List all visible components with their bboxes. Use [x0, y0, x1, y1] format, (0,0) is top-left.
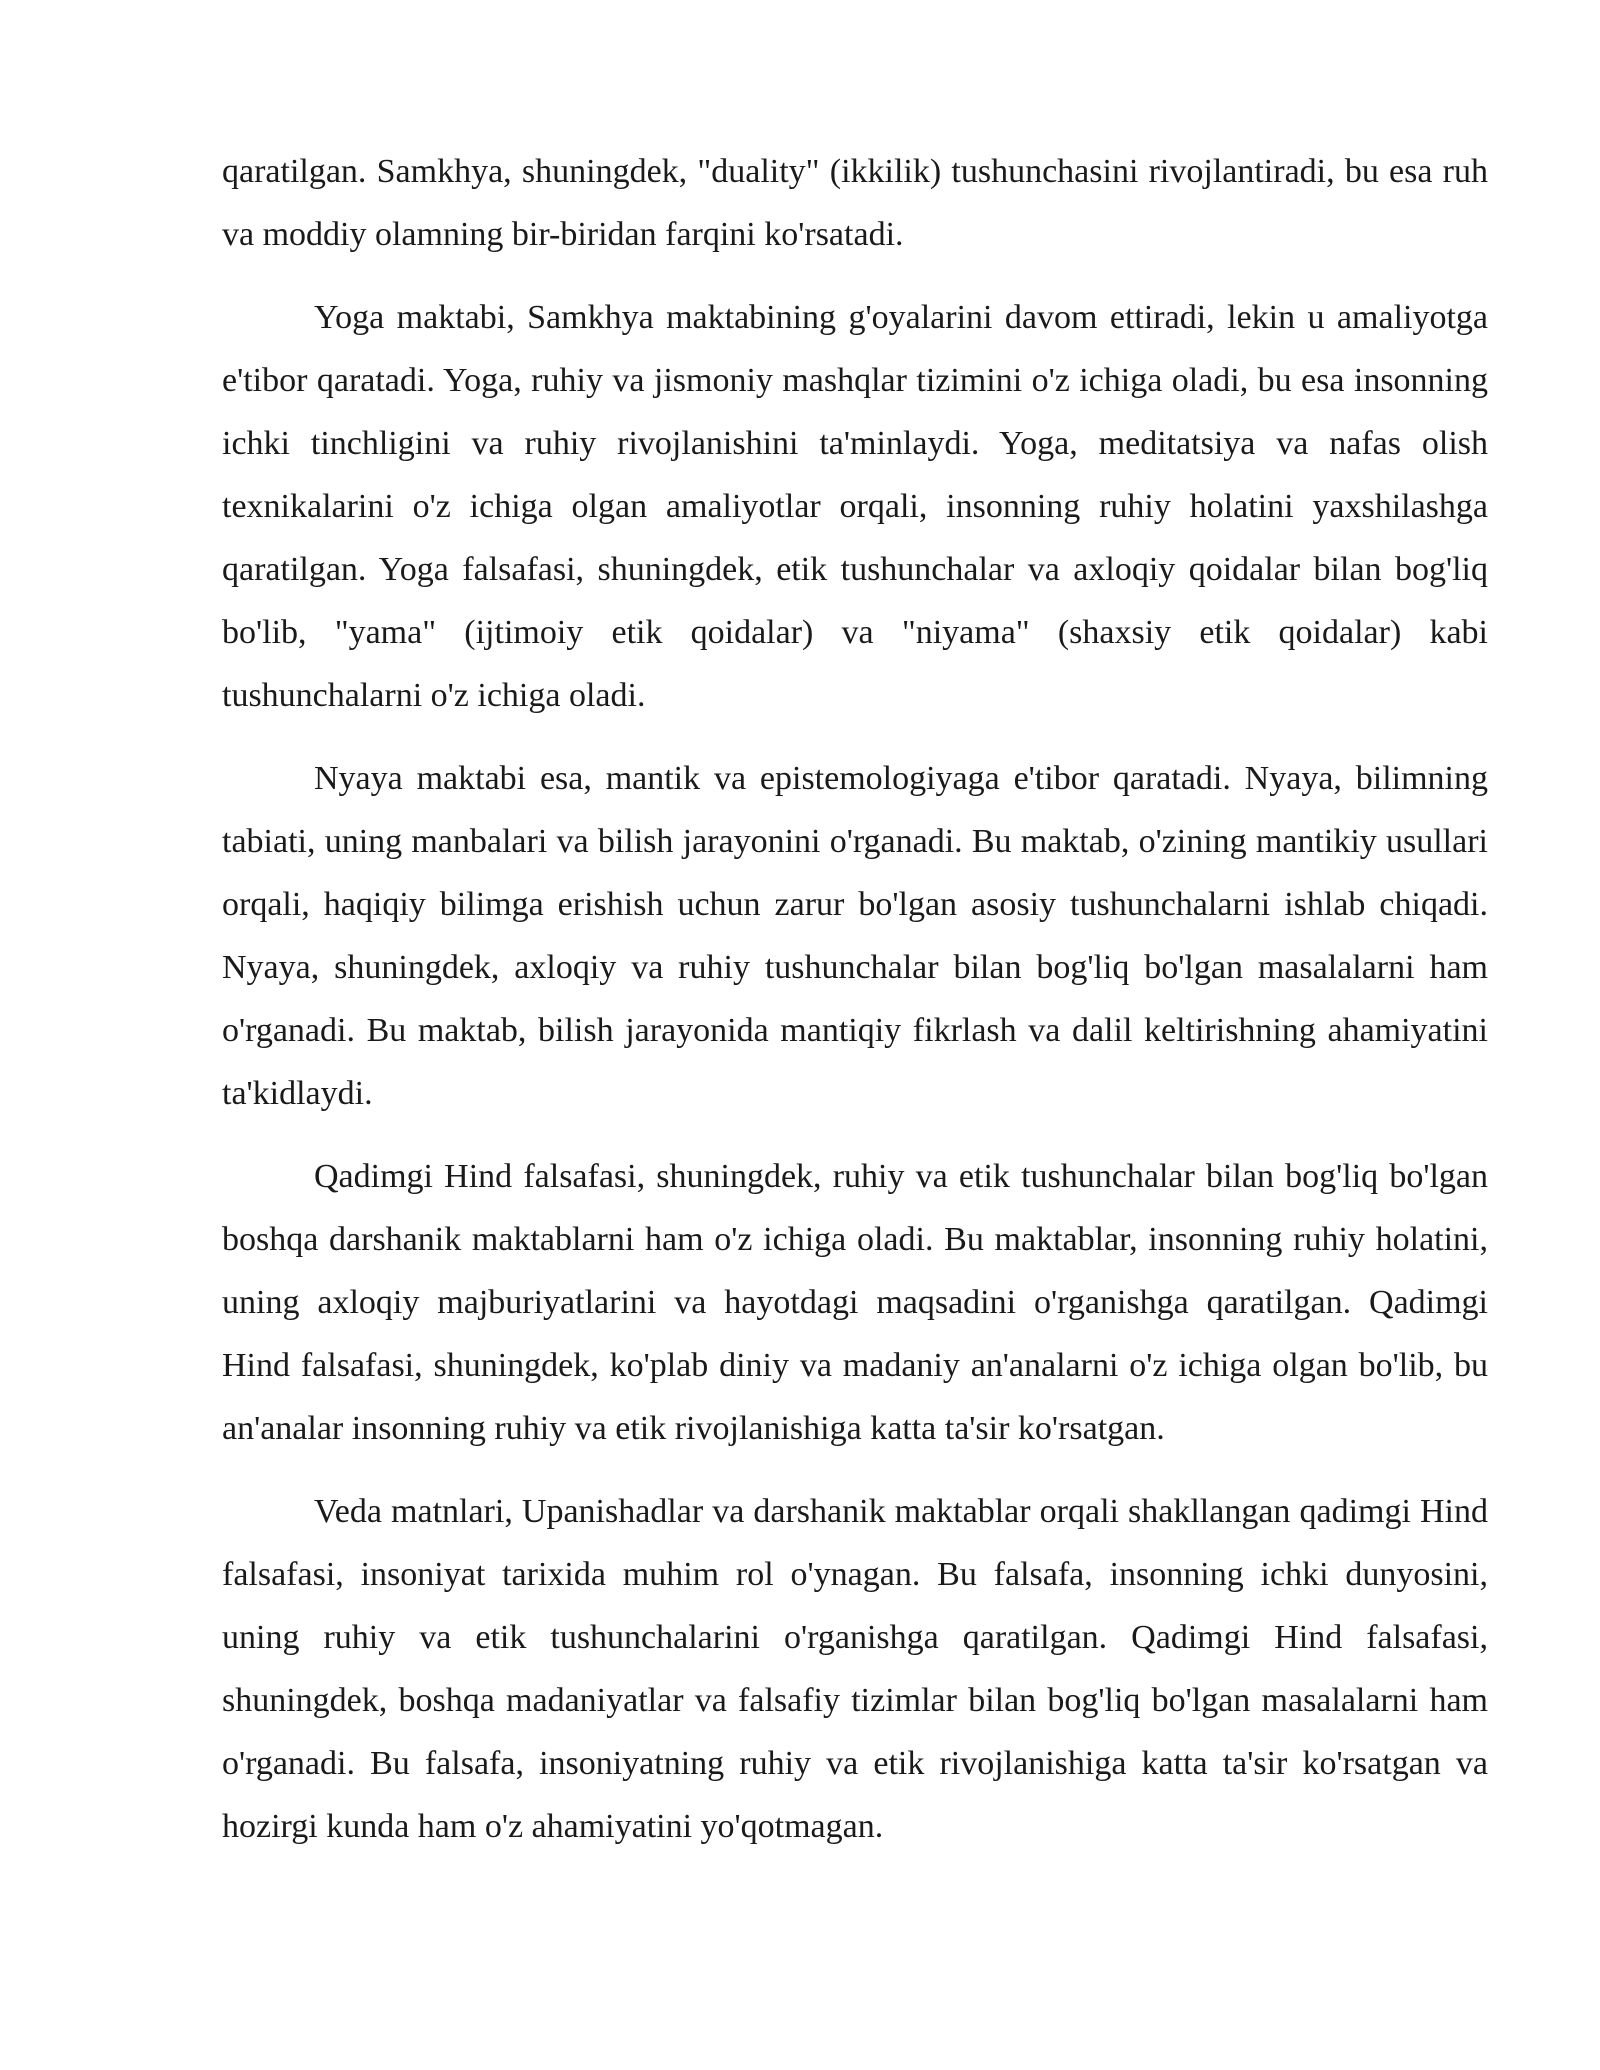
- paragraph-nyaya: Nyaya maktabi esa, mantik va epistemologiyaga e'tibor qaratadi. Nyaya, bilimning tabiati, uning manbalari va bilish jarayonini o'rganadi. Bu maktab, o'zining mantikiy usullari orqali, haqiqiy bilimga erishish uchun zarur bo'lgan asosiy tushunchalarni ishlab chiqadi. Nyaya, shuningdek, axloqiy va ruhiy tushunchalar bilan bog'liq bo'lgan masalalarni ham o'rganadi. Bu maktab, bilish jarayonida mantiqiy fikrlash va dalil keltirishning ahamiyatini ta'kidlaydi.: [222, 760, 1488, 1112]
- document-body: [222, 140, 1488, 1878]
- paragraph-veda-conclusion: Veda matnlari, Upanishadlar va darshanik maktablar orqali shakllangan qadimgi Hind falsafasi, insoniyat tarixida muhim rol o'ynagan. Bu falsafa, insonning ichki dunyosini, uning ruhiy va etik tushunchalarini o'rganishga qaratilgan. Qadimgi Hind falsafasi, shuningdek, boshqa madaniyatlar va falsafiy tizimlar bilan bog'liq bo'lgan masalalarni ham o'rganadi. Bu falsafa, insoniyatning ruhiy va etik rivojlanishiga katta ta'sir ko'rsatgan va hozirgi kunda ham o'z ahamiyatini yo'qotmagan.: [222, 1493, 1488, 1845]
- paragraph-continuation: qaratilgan. Samkhya, shuningdek, "duality" (ikkilik) tushunchasini rivojlantiradi, bu esa ruh va moddiy olamning bir-biridan farqini ko'rsatadi.: [222, 153, 1488, 253]
- paragraph-ancient-indian-philosophy: Qadimgi Hind falsafasi, shuningdek, ruhiy va etik tushunchalar bilan bog'liq bo'lgan boshqa darshanik maktablarni ham o'z ichiga oladi. Bu maktablar, insonning ruhiy holatini, uning axloqiy majburiyatlarini va hayotdagi maqsadini o'rganishga qaratilgan. Qadimgi Hind falsafasi, shuningdek, ko'plab diniy va madaniy an'analarni o'z ichiga olgan bo'lib, bu an'analar insonning ruhiy va etik rivojlanishiga katta ta'sir ko'rsatgan.: [222, 1158, 1488, 1447]
- paragraph-yoga: Yoga maktabi, Samkhya maktabining g'oyalarini davom ettiradi, lekin u amaliyotga e'tibor qaratadi. Yoga, ruhiy va jismoniy mashqlar tizimini o'z ichiga oladi, bu esa insonning ichki tinchligini va ruhiy rivojlanishini ta'minlaydi. Yoga, meditatsiya va nafas olish texnikalarini o'z ichiga olgan amaliyotlar orqali, insonning ruhiy holatini yaxshilashga qaratilgan. Yoga falsafasi, shuningdek, etik tushunchalar va axloqiy qoidalar bilan bog'liq bo'lib, "yama" (ijtimoiy etik qoidalar) va "niyama" (shaxsiy etik qoidalar) kabi tushunchalarni o'z ichiga oladi.: [222, 299, 1488, 714]
